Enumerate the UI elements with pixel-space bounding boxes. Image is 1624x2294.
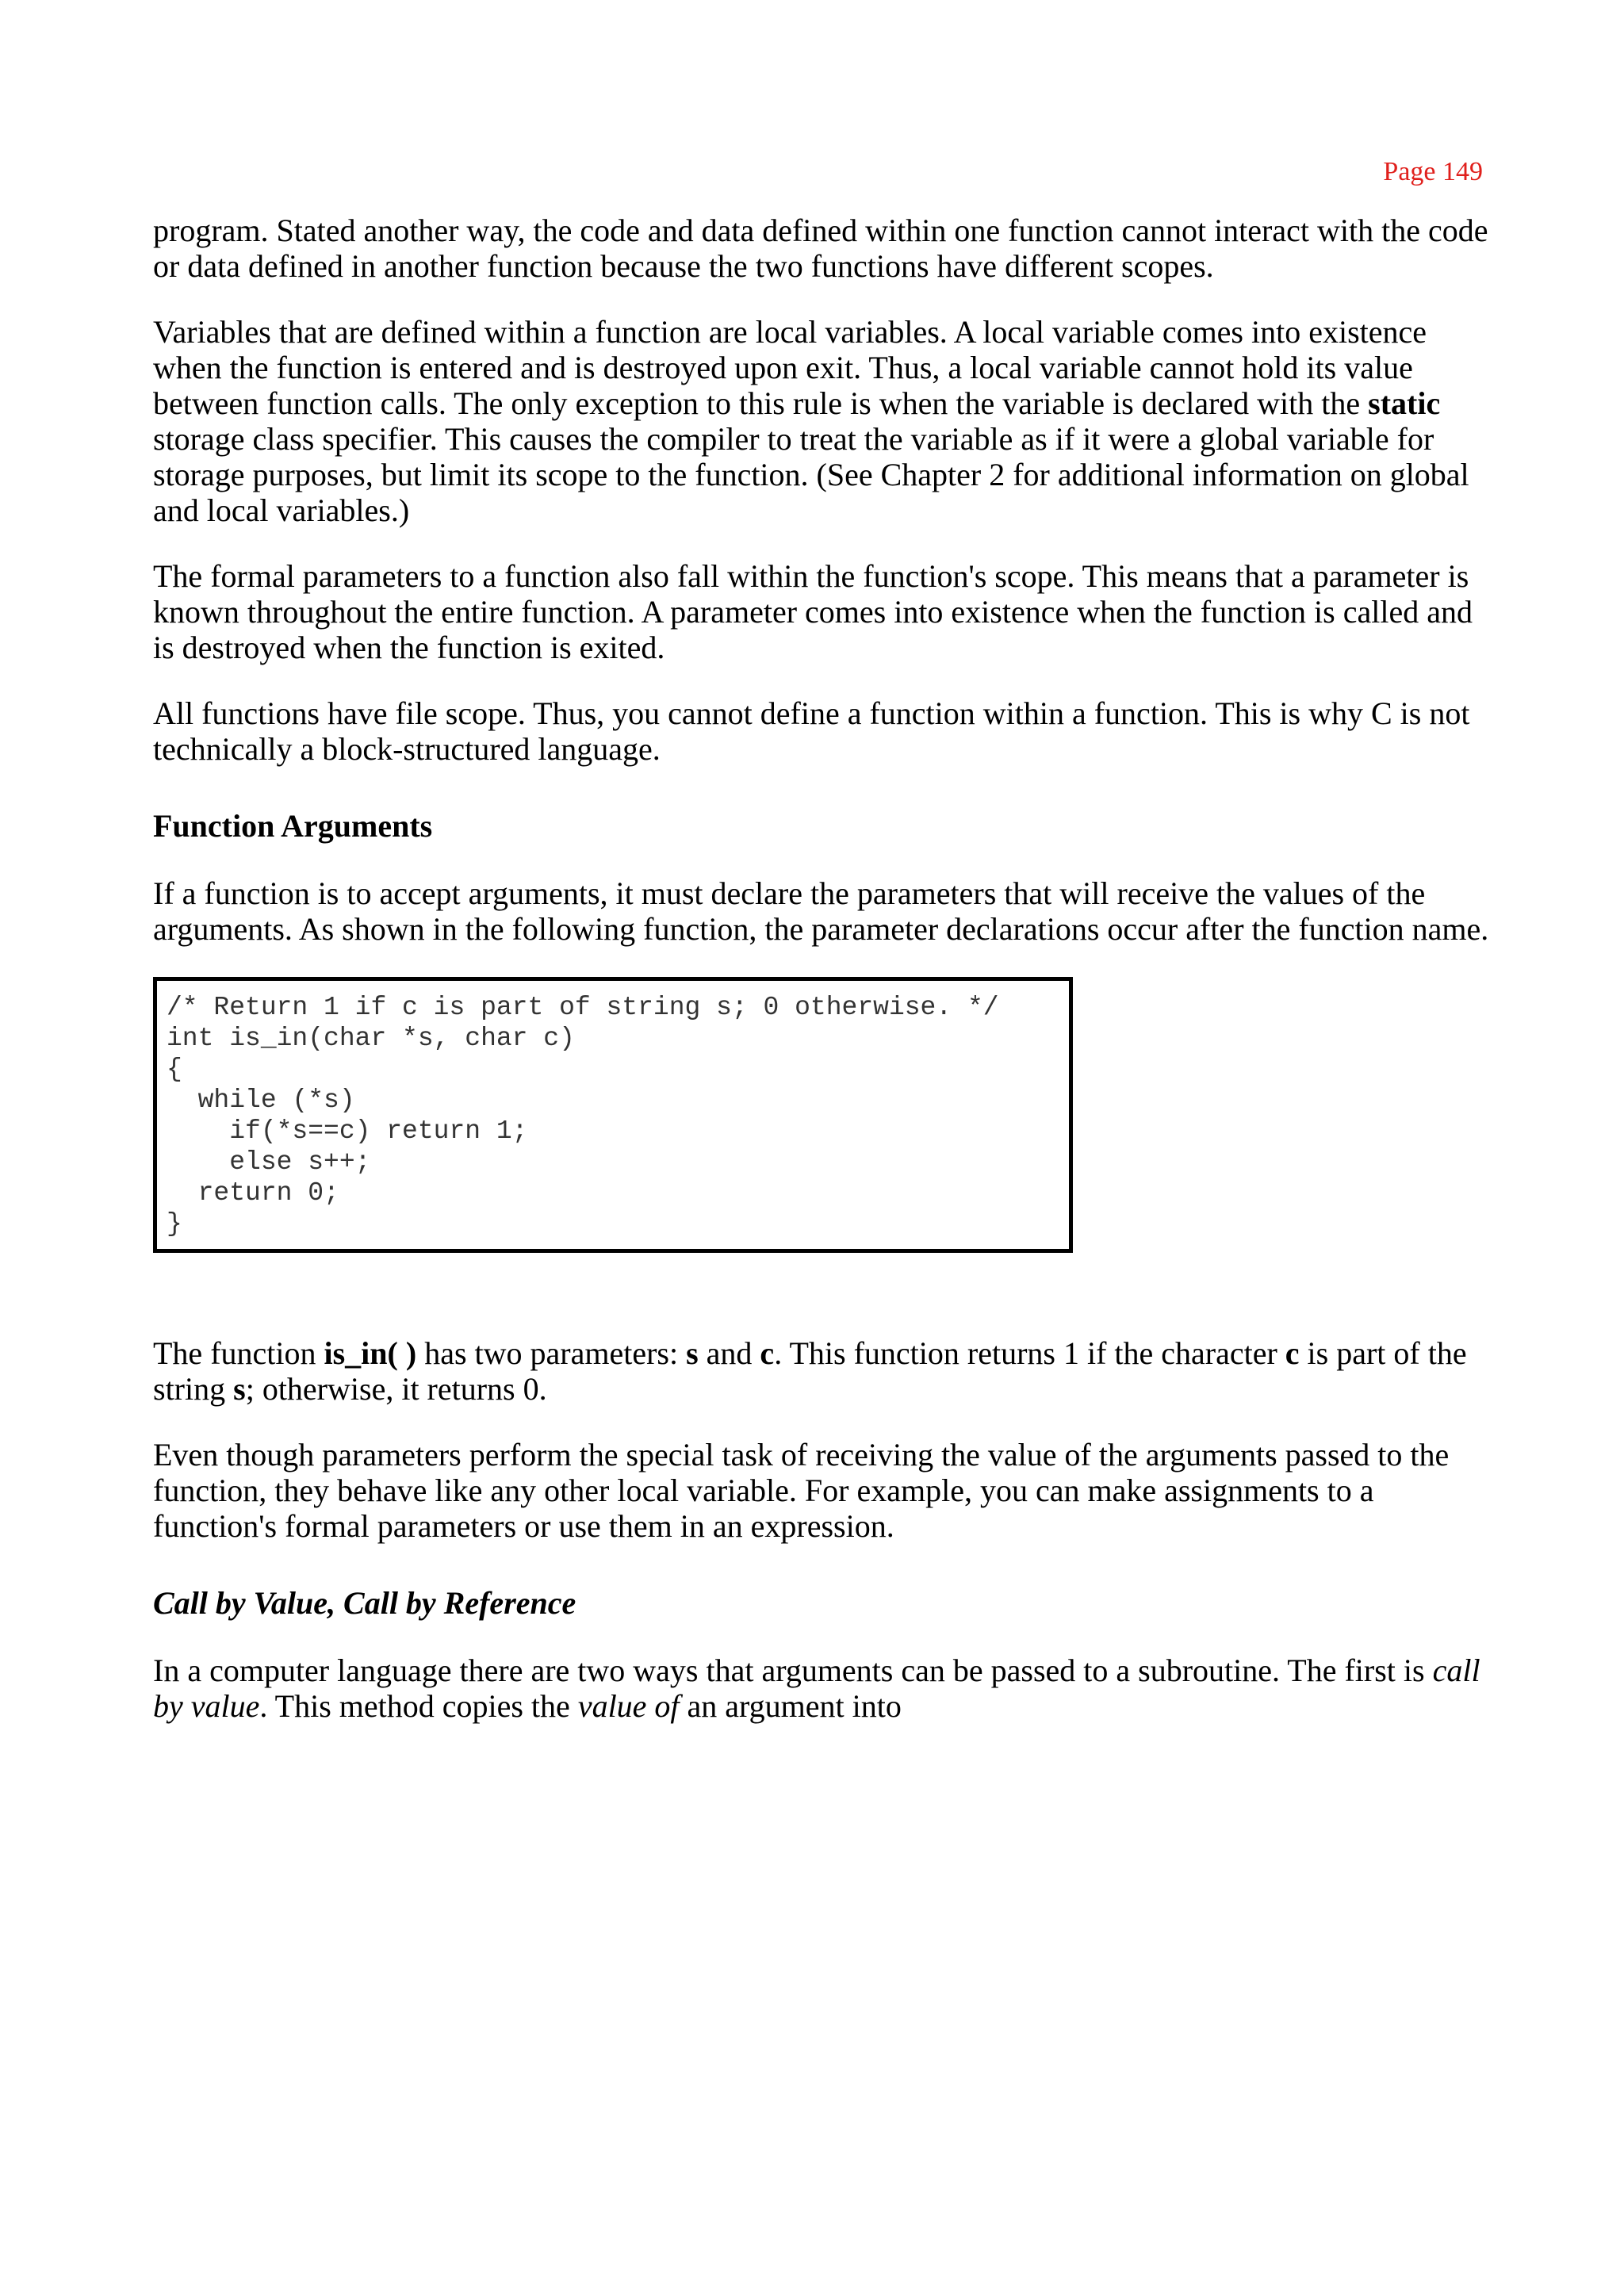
paragraph-text: Variables that are defined within a function are local variables. A local variable comes into existence when the function is entered and is destroyed upon exit. Thus, a local variable cannot hold its value between function calls. The only exception to this rule is when the variable is declared with the xyxy=(153,314,1427,421)
paragraph-formal-parameters: The formal parameters to a function also fall within the function's scope. This means that a parameter is known throughout the entire function. A parameter comes into existence when the function is called and is destroyed when the function is exited. xyxy=(153,558,1473,665)
paragraph-parameters-behavior: Even though parameters perform the special task of receiving the value of the arguments passed to the function, they behave like any other local variable. For example, you can make assignments to a function's formal parameters or use them in an expression. xyxy=(153,1437,1450,1544)
paragraph-text: . This method copies the xyxy=(259,1688,578,1724)
code-listing xyxy=(153,977,1073,1253)
term-value-of: value of xyxy=(577,1688,680,1724)
page-content xyxy=(153,213,1489,1754)
paragraph-call-by-value xyxy=(153,1653,1489,1724)
paragraph-text: and xyxy=(698,1335,760,1371)
section-heading-function-arguments: Function Arguments xyxy=(153,808,433,844)
term-call-by-value: call by value xyxy=(153,1653,1480,1724)
section-heading-call-by-value: Call by Value, Call by Reference xyxy=(153,1585,576,1621)
keyword-static: static xyxy=(1368,385,1441,421)
paragraph-text: is part of the string xyxy=(153,1335,1467,1407)
code-text: /* Return 1 if c is part of string s; 0 otherwise. */ int is_in(char *s, char c) { while (*s) if(*s==c) return 1; else s++; return 0; } xyxy=(167,993,999,1239)
paragraph-text: The function xyxy=(153,1335,324,1371)
paragraph-arguments: If a function is to accept arguments, it must declare the parameters that will receive the values of the arguments. As shown in the following function, the parameter declarations occur after the function name. xyxy=(153,875,1489,947)
paragraph-file-scope: All functions have file scope. Thus, you cannot define a function within a function. This is why C is not technically a block-structured language. xyxy=(153,695,1470,767)
paragraph-text: ; otherwise, it returns 0. xyxy=(245,1371,547,1407)
paragraph-local-variables xyxy=(153,314,1489,528)
code-term-s: s xyxy=(233,1371,246,1407)
code-term-s: s xyxy=(686,1335,699,1371)
paragraph-text: has two parameters: xyxy=(416,1335,687,1371)
paragraph-text: storage class specifier. This causes the compiler to treat the variable as if it were a global variable for storage purposes, but limit its scope to the function. (See Chapter 2 for additional information on global and local variables.) xyxy=(153,421,1469,528)
paragraph-text: . This function returns 1 if the character xyxy=(774,1335,1285,1371)
paragraph-scope-intro: program. Stated another way, the code and data defined within one function cannot interact with the code or data defined in another function because the two functions have different scopes. xyxy=(153,213,1488,284)
paragraph-text: an argument into xyxy=(679,1688,902,1724)
code-term-c: c xyxy=(760,1335,775,1371)
code-term-c: c xyxy=(1285,1335,1300,1371)
paragraph-text: In a computer language there are two ways that arguments can be passed to a subroutine. The first is xyxy=(153,1653,1433,1688)
page-number: Page 149 xyxy=(1383,157,1483,186)
code-term-is-in: is_in( ) xyxy=(324,1335,417,1371)
paragraph-is-in-description xyxy=(153,1335,1489,1407)
